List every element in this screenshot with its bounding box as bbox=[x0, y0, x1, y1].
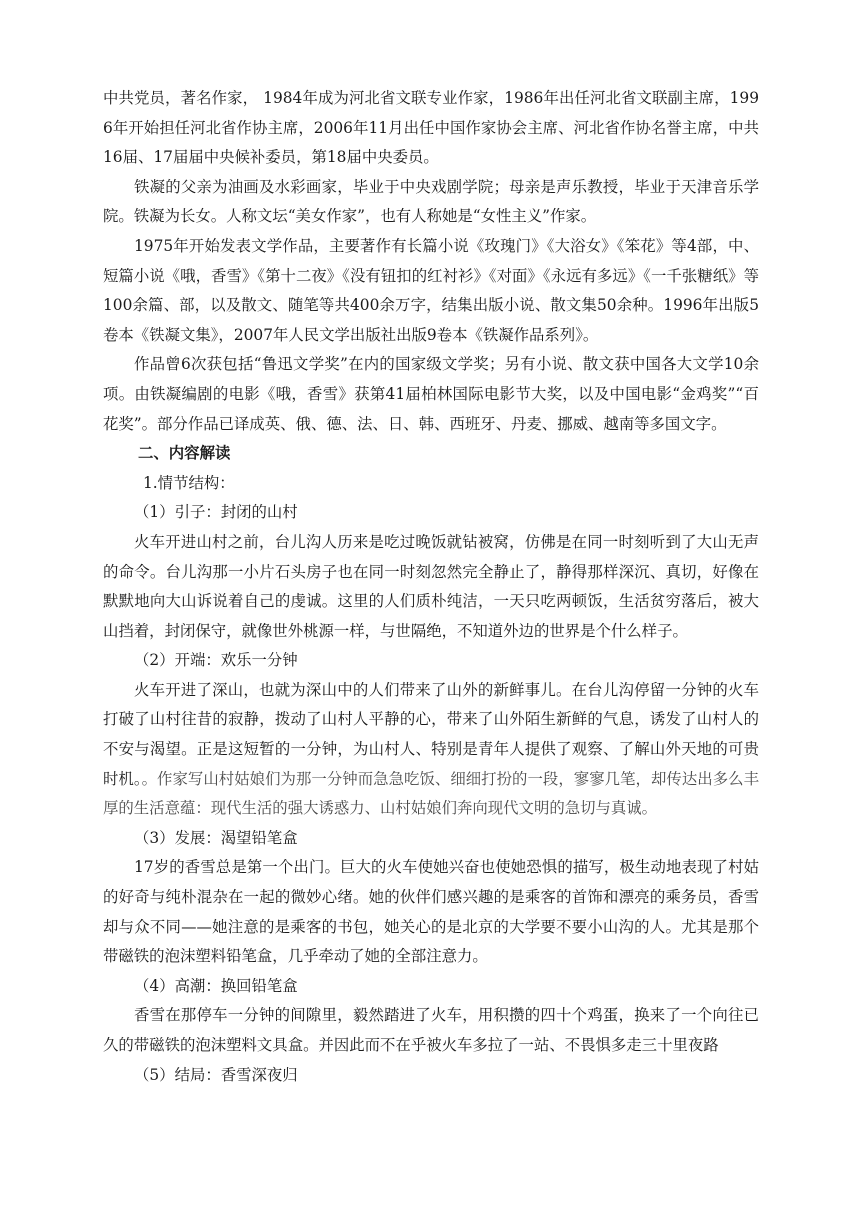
part4-text: 香雪在那停车一分钟的间隙里，毅然踏进了火车，用积攒的四十个鸡蛋，换来了一个向往已久的带磁铁的泡沫塑料文具盒。并因此而不在乎被火车多拉了一站、不畏惧多走三十里夜路 bbox=[103, 1006, 759, 1054]
intro-paragraph-1: 中共党员，著名作家， 1984年成为河北省文联专业作家，1986年出任河北省文联副主席，1996年开始担任河北省作协主席，2006年11月出任中国作家协会主席、河北省作协名誉主席，中共16届、17届届中央候补委员，第18届中央委员。 bbox=[103, 89, 759, 167]
intro-paragraph-4: 作品曾6次获包括“鲁迅文学奖”在内的国家级文学奖；另有小说、散文获中国各大文学10余项。由铁凝编剧的电影《哦，香雪》获第41届柏林国际电影节大奖，以及中国电影“金鸡奖”“百花奖”。部分作品已译成英、俄、德、法、日、韩、西班牙、丹麦、挪威、越南等多国文字。 bbox=[103, 355, 759, 433]
part4-title: （4）高潮：换回铅笔盒 bbox=[134, 976, 298, 995]
part2-text bbox=[103, 676, 759, 824]
section-heading: 二、内容解读 bbox=[138, 444, 231, 463]
part2-title: （2）开端：欢乐一分钟 bbox=[134, 651, 298, 670]
document-page bbox=[103, 84, 759, 1090]
part5-title: （5）结局：香雪深夜归 bbox=[134, 1065, 298, 1084]
part3-title: （3）发展：渴望铅笔盒 bbox=[134, 828, 298, 847]
intro-paragraph-2: 铁凝的父亲为油画及水彩画家，毕业于中央戏剧学院；母亲是声乐教授，毕业于天津音乐学院。铁凝为长女。人称文坛“美女作家”，也有人称她是“女性主义”作家。 bbox=[103, 177, 759, 226]
part3-text: 17岁的香雪总是第一个出门。巨大的火车使她兴奋也使她恐惧的描写，极生动地表现了村姑的好奇与纯朴混杂在一起的微妙心绪。她的伙伴们感兴趣的是乘客的首饰和漂亮的乘务员，香雪却与众不同——她注意的是乘客的书包，她关心的是北京的大学要不要小山沟的人。尤其是那个带磁铁的泡沫塑料铅笔盒，几乎牵动了她的全部注意力。 bbox=[103, 858, 759, 966]
part2-text-continued: 。作家写山村姑娘们为那一分钟而急急吃饭、细细打扮的一段，寥寥几笔，却传达出多么丰厚的生活意蕴：现代生活的强大诱惑力、山村姑娘们奔向现代文明的急切与真诚。 bbox=[103, 769, 759, 818]
part1-text: 火车开进山村之前，台儿沟人历来是吃过晚饭就钻被窝，仿佛是在同一时刻听到了大山无声的命令。台儿沟那一小片石头房子也在同一时刻忽然完全静止了，静得那样深沉、真切，好像在默默地向大山诉说着自己的虔诚。这里的人们质朴纯洁，一天只吃两顿饭，生活贫穷落后，被大山挡着，封闭保守，就像世外桃源一样，与世隔绝，不知道外边的世界是个什么样子。 bbox=[103, 532, 759, 640]
plot-heading: 1.情节结构： bbox=[143, 473, 235, 492]
part1-title: （1）引子：封闭的山村 bbox=[134, 503, 298, 522]
intro-paragraph-3: 1975年开始发表文学作品，主要著作有长篇小说《玫瑰门》《大浴女》《笨花》等4部，中、短篇小说《哦，香雪》《第十二夜》《没有钮扣的红衬衫》《对面》《永远有多远》《一千张糖纸》等100余篇、部，以及散文、随笔等共400余万字，结集出版小说、散文集50余种。1996年出版5卷本《铁凝文集》，2007年人民文学出版社出版9卷本《铁凝作品系列》。 bbox=[103, 236, 759, 344]
part2-text-main: 火车开进了深山，也就为深山中的人们带来了山外的新鲜事儿。在台儿沟停留一分钟的火车打破了山村往昔的寂静，拨动了山村人平静的心，带来了山外陌生新鲜的气息，诱发了山村人的不安与渴望。正是这短暂的一分钟，为山村人、特别是青年人提供了观察、了解山外天地的可贵时机。 bbox=[103, 680, 759, 788]
